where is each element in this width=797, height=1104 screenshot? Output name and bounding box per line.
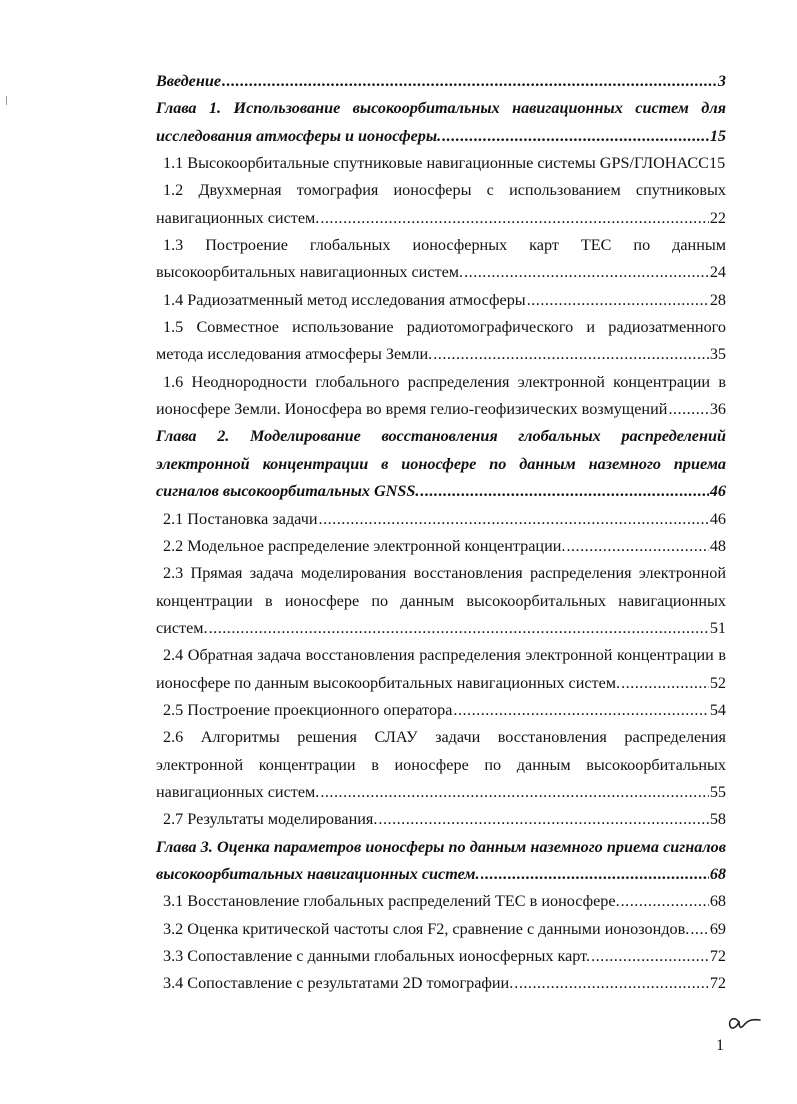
leader-dots bbox=[566, 533, 708, 560]
leader-dots bbox=[222, 68, 717, 95]
toc-item-page: 35 bbox=[709, 345, 726, 364]
table-of-contents bbox=[156, 68, 726, 998]
toc-item-title: 2.1 Постановка задачи bbox=[163, 509, 318, 528]
toc-intro-page: 3 bbox=[717, 72, 726, 90]
toc-item-page: 15 bbox=[708, 154, 726, 173]
toc-item-page: 72 bbox=[709, 947, 726, 965]
leader-dots bbox=[591, 943, 709, 970]
toc-item-title-cont: ионосфере Земли. Ионосфера во время гелио-геофизических возмущений bbox=[156, 400, 668, 419]
toc-item-title: 2.6 Алгоритмы решения СЛАУ задачи восстановления распределения bbox=[163, 728, 726, 747]
leader-dots bbox=[320, 779, 708, 806]
toc-item-title-line2: концентрации в ионосфере по данным высокоорбитальных навигационных bbox=[156, 591, 726, 610]
toc-item-3-4[interactable] bbox=[156, 970, 726, 997]
toc-chapter-2-line2: электронной концентрации в ионосфере по данным наземного приема bbox=[156, 454, 726, 473]
toc-item-title-cont: систем. bbox=[156, 618, 208, 637]
toc-item-page: 24 bbox=[709, 263, 726, 282]
toc-chapter-3-cont[interactable] bbox=[156, 861, 726, 888]
toc-chapter-2-line3: сигналов высокоорбитальных GNSS. bbox=[156, 482, 420, 501]
toc-item-title: 2.3 Прямая задача моделирования восстановления распределения электронной bbox=[163, 564, 726, 583]
toc-chapter-3[interactable] bbox=[156, 834, 726, 861]
leader-dots bbox=[514, 970, 709, 997]
toc-chapter-2[interactable] bbox=[156, 423, 726, 450]
toc-item-title-cont: навигационных систем. bbox=[156, 782, 320, 801]
toc-item-page: 55 bbox=[709, 782, 726, 801]
toc-item-2-4[interactable] bbox=[156, 642, 726, 669]
toc-item-1-2[interactable] bbox=[156, 177, 726, 204]
toc-item-title-cont: высокоорбитальных навигационных систем. bbox=[156, 263, 464, 282]
toc-item-title: 2.4 Обратная задача восстановления распределения электронной концентрации в bbox=[163, 646, 726, 665]
margin-mark bbox=[6, 96, 7, 105]
toc-item-page: 22 bbox=[709, 208, 726, 227]
toc-chapter-1-cont[interactable] bbox=[156, 123, 726, 150]
toc-item-title: 1.1 Высокоорбитальные спутниковые навигационные системы GPS/ГЛОНАСС bbox=[163, 154, 709, 173]
toc-item-title: 2.2 Модельное распределение электронной концентрации. bbox=[163, 536, 566, 555]
toc-item-title: 3.4 Сопоставление с результатами 2D томографии. bbox=[163, 974, 514, 993]
toc-chapter-3-page: 68 bbox=[709, 864, 726, 883]
toc-item-page: 36 bbox=[709, 400, 726, 419]
toc-item-2-6[interactable] bbox=[156, 724, 726, 751]
toc-item-page: 54 bbox=[709, 700, 726, 719]
toc-item-2-1[interactable] bbox=[156, 506, 726, 533]
toc-item-title: 2.7 Результаты моделирования. bbox=[163, 810, 378, 829]
toc-chapter-2-page: 46 bbox=[709, 482, 726, 501]
toc-item-page: 46 bbox=[709, 509, 726, 528]
toc-item-page: 58 bbox=[709, 810, 726, 829]
toc-chapter-2-cont[interactable] bbox=[156, 478, 726, 505]
toc-item-page: 28 bbox=[709, 290, 726, 309]
toc-item-1-3-cont[interactable] bbox=[156, 259, 726, 286]
leader-dots bbox=[319, 506, 709, 533]
toc-item-2-3-line2-row[interactable] bbox=[156, 588, 726, 615]
toc-item-title: 2.5 Построение проекционного оператора bbox=[163, 700, 453, 719]
toc-item-1-1[interactable] bbox=[156, 150, 726, 177]
leader-dots bbox=[420, 478, 708, 505]
toc-item-1-5-cont[interactable] bbox=[156, 341, 726, 368]
toc-item-1-6[interactable] bbox=[156, 369, 726, 396]
toc-chapter-3-line1: Глава 3. Оценка параметров ионосферы по данным наземного приема сигналов bbox=[156, 837, 726, 856]
toc-chapter-1-line1: Глава 1. Использование высокоорбитальных навигационных систем для bbox=[156, 99, 726, 118]
toc-item-2-3-cont[interactable] bbox=[156, 615, 726, 642]
toc-item-3-2[interactable] bbox=[156, 916, 726, 943]
toc-chapter-1[interactable] bbox=[156, 95, 726, 122]
toc-item-title: 3.2 Оценка критической частоты слоя F2, сравнение с данными ионозондов. bbox=[163, 919, 690, 938]
leader-dots bbox=[527, 287, 709, 314]
toc-chapter-1-line2: исследования атмосферы и ионосферы. bbox=[156, 126, 442, 145]
toc-item-page: 51 bbox=[709, 618, 726, 637]
toc-item-title-cont: метода исследования атмосферы Земли. bbox=[156, 345, 433, 364]
leader-dots bbox=[378, 806, 708, 833]
toc-item-page: 72 bbox=[709, 974, 726, 993]
toc-item-title: 1.4 Радиозатменный метод исследования атмосферы bbox=[163, 290, 526, 309]
toc-chapter-1-page: 15 bbox=[709, 126, 726, 145]
toc-item-title-cont: навигационных систем. bbox=[156, 208, 320, 227]
leader-dots bbox=[320, 205, 708, 232]
page-number: 1 bbox=[716, 1037, 724, 1054]
toc-item-page: 48 bbox=[709, 536, 726, 555]
toc-item-title: 1.6 Неоднородности глобального распределения электронной концентрации в bbox=[163, 372, 726, 391]
toc-item-2-3[interactable] bbox=[156, 560, 726, 587]
toc-item-title: 1.2 Двухмерная томография ионосферы с использованием спутниковых bbox=[163, 181, 726, 200]
toc-item-page: 69 bbox=[709, 919, 726, 938]
handwritten-signature bbox=[727, 1012, 761, 1034]
leader-dots bbox=[668, 396, 708, 423]
toc-intro-title: Введение bbox=[156, 72, 222, 90]
leader-dots bbox=[621, 888, 709, 915]
toc-item-title-line2: электронной концентрации в ионосфере по данным высокоорбитальных bbox=[156, 755, 726, 774]
toc-item-3-3[interactable] bbox=[156, 943, 726, 970]
toc-intro[interactable] bbox=[156, 68, 726, 95]
toc-item-page: 68 bbox=[709, 892, 726, 911]
toc-item-2-4-cont[interactable] bbox=[156, 670, 726, 697]
toc-chapter-3-line2: высокоорбитальных навигационных систем. bbox=[156, 864, 480, 883]
toc-item-1-3[interactable] bbox=[156, 232, 726, 259]
toc-item-1-6-cont[interactable] bbox=[156, 396, 726, 423]
toc-item-title: 1.3 Построение глобальных ионосферных карт ТЕС по данным bbox=[163, 236, 726, 255]
toc-item-2-6-cont[interactable] bbox=[156, 779, 726, 806]
toc-item-page: 52 bbox=[709, 673, 726, 692]
leader-dots bbox=[464, 259, 709, 286]
toc-item-title: 3.3 Сопоставление с данными глобальных ионосферных карт. bbox=[163, 947, 591, 965]
toc-item-1-2-cont[interactable] bbox=[156, 205, 726, 232]
leader-dots bbox=[433, 341, 709, 368]
toc-item-3-1[interactable] bbox=[156, 888, 726, 915]
toc-chapter-2-line2-row[interactable] bbox=[156, 451, 726, 478]
toc-item-1-4[interactable] bbox=[156, 287, 726, 314]
leader-dots bbox=[209, 615, 709, 642]
toc-item-1-5[interactable] bbox=[156, 314, 726, 341]
toc-item-2-2[interactable] bbox=[156, 533, 726, 560]
leader-dots bbox=[453, 697, 708, 724]
leader-dots bbox=[481, 861, 709, 888]
toc-item-title: 3.1 Восстановление глобальных распределений ТЕС в ионосфере. bbox=[163, 892, 620, 911]
leader-dots bbox=[442, 123, 709, 150]
toc-item-title-cont: ионосфере по данным высокоорбитальных навигационных систем. bbox=[156, 673, 621, 692]
leader-dots bbox=[690, 916, 708, 943]
toc-item-2-7[interactable] bbox=[156, 806, 726, 833]
toc-chapter-2-line1: Глава 2. Моделирование восстановления глобальных распределений bbox=[156, 427, 726, 446]
leader-dots bbox=[621, 670, 709, 697]
toc-item-title: 1.5 Совместное использование радиотомографического и радиозатменного bbox=[163, 318, 726, 337]
toc-item-2-6-line2-row[interactable] bbox=[156, 752, 726, 779]
toc-item-2-5[interactable] bbox=[156, 697, 726, 724]
